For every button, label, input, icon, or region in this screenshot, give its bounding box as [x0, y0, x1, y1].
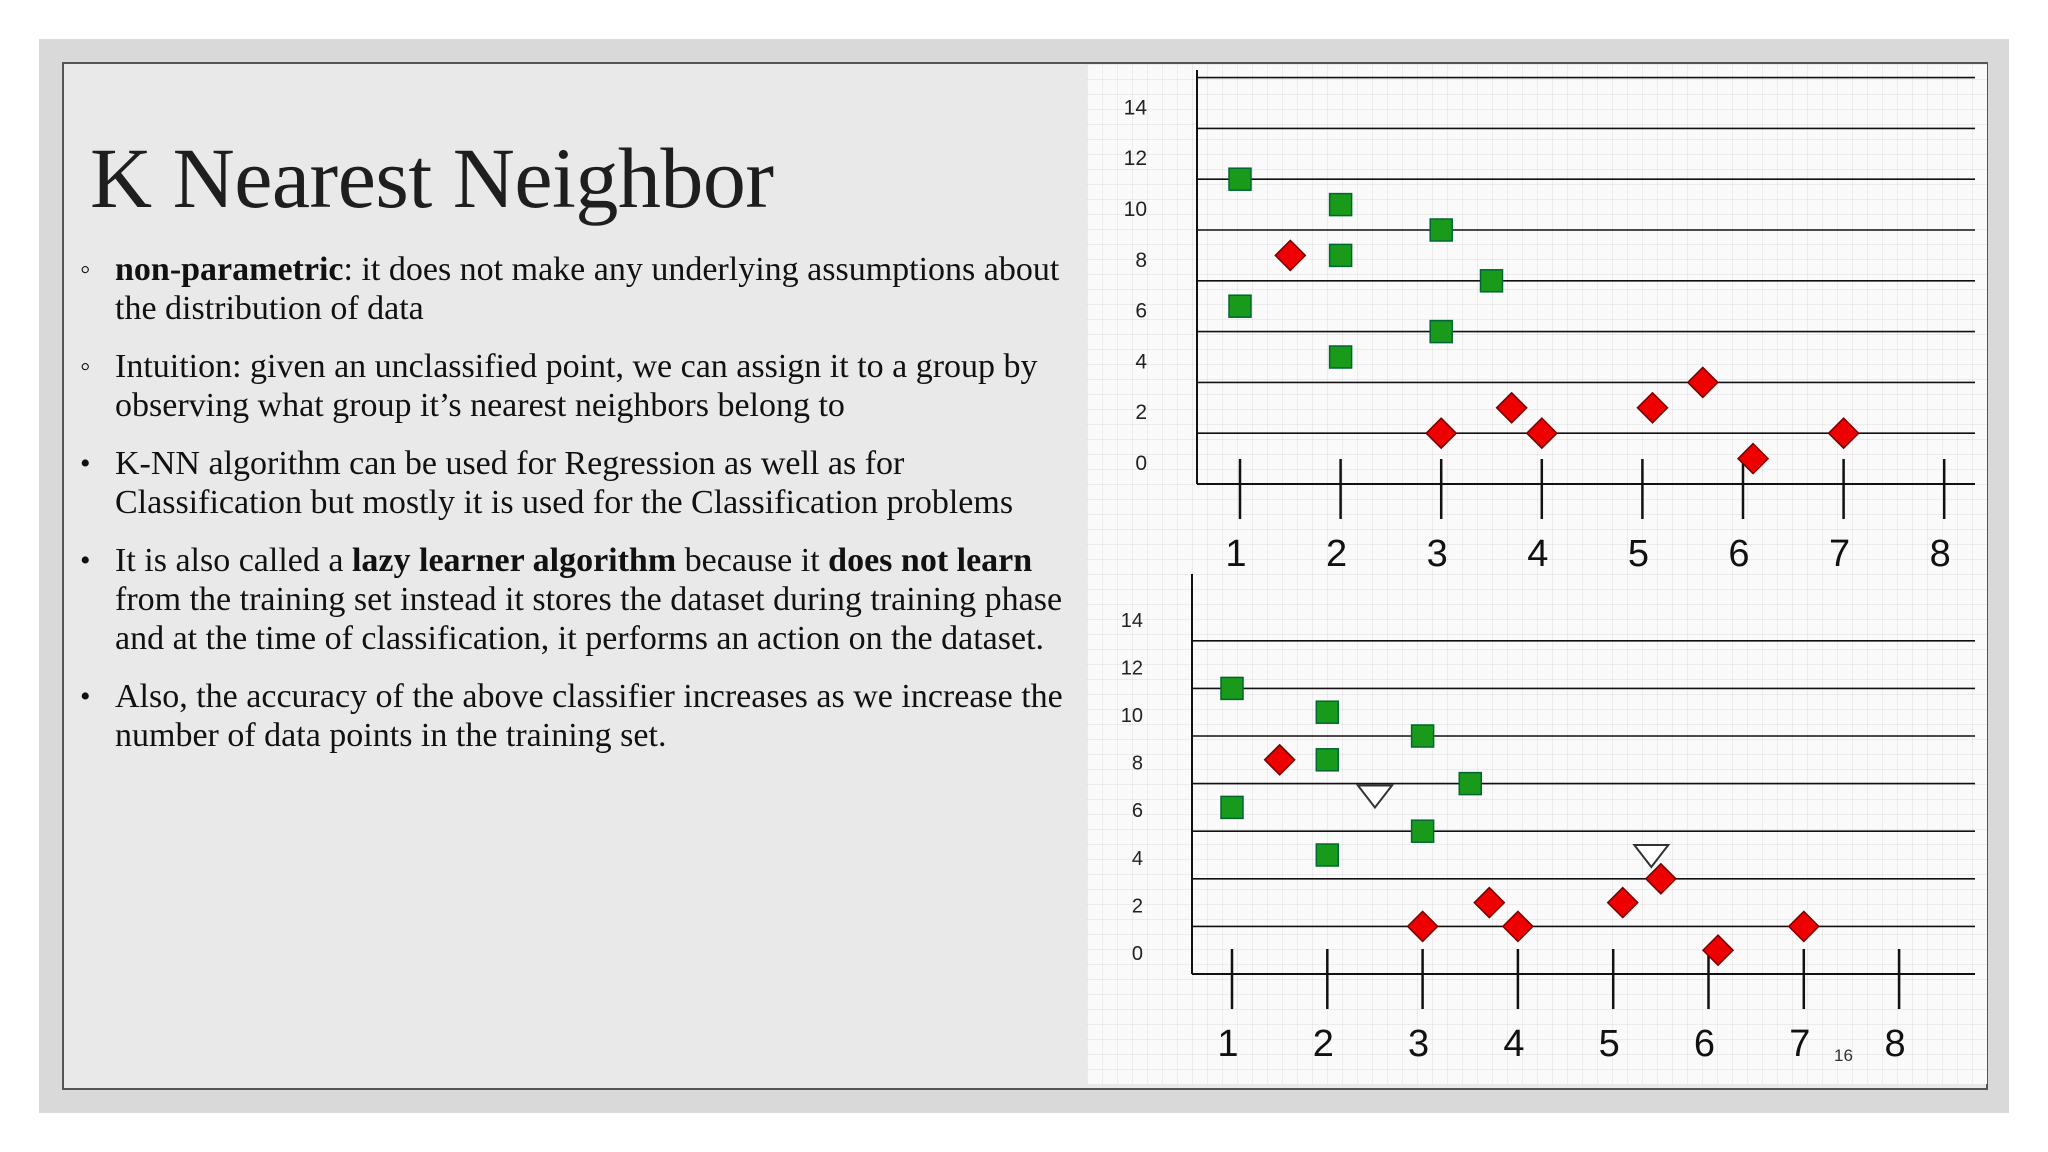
square-point [1430, 321, 1452, 343]
bullet-marker: • [80, 544, 91, 577]
y-tick-label: 10 [1123, 198, 1147, 221]
y-tick-label: 8 [1131, 752, 1143, 775]
y-tick-label: 4 [1135, 350, 1147, 374]
y-tick-label: 12 [1123, 147, 1147, 171]
bullet-list [80, 250, 1080, 774]
square-point [1412, 725, 1434, 747]
square-point [1229, 295, 1251, 317]
square-point [1330, 194, 1352, 216]
x-tick-label: 2 [1312, 1023, 1334, 1065]
x-tick-label: 6 [1728, 533, 1750, 575]
square-point [1221, 677, 1243, 699]
diamond-point [1426, 418, 1456, 448]
square-point [1430, 219, 1452, 241]
square-point [1316, 844, 1338, 866]
diamond-point [1789, 911, 1819, 941]
diamond-point [1829, 418, 1859, 448]
y-tick-label: 0 [1131, 943, 1143, 965]
bullet-text: It is also called a [115, 542, 352, 579]
square-point [1229, 168, 1251, 190]
x-tick-label: 6 [1693, 1023, 1716, 1065]
bullet-text: K-NN algorithm can be used for Regression as well as for Classification but mostly it is used for the Classification problems [115, 445, 1014, 521]
x-tick-label: 7 [1789, 1023, 1811, 1065]
y-tick-label: 2 [1131, 895, 1143, 918]
knn-scatter-charts [1087, 64, 1987, 1084]
x-tick-label: 3 [1408, 1023, 1430, 1065]
y-tick-label: 12 [1120, 657, 1143, 680]
bullet-marker: • [80, 447, 91, 480]
bullet-bold-text: lazy learner algorithm [351, 542, 677, 579]
bullet-item [80, 444, 1080, 522]
query-point [1634, 845, 1668, 867]
bullet-bold-text: non-parametric [115, 251, 344, 288]
x-tick-label: 1 [1217, 1023, 1239, 1065]
x-tick-label: 5 [1627, 533, 1649, 575]
square-point [1412, 820, 1434, 842]
x-tick-label: 2 [1326, 533, 1348, 575]
query-point [1358, 786, 1392, 808]
bullet-text: : it does not make any underlying assumptions about the distribution of data [115, 251, 1060, 327]
bullet-bold-text: does not learn [828, 542, 1033, 579]
diamond-point [1527, 418, 1557, 448]
diamond-point [1275, 240, 1305, 270]
square-point [1330, 346, 1352, 368]
bullet-item [80, 677, 1080, 755]
bullet-text: Also, the accuracy of the above classifier increases as we increase the number of data points in the training set. [115, 678, 1063, 754]
square-point [1330, 244, 1352, 266]
y-tick-label: 4 [1131, 847, 1143, 870]
diamond-point [1474, 888, 1504, 918]
x-tick-label: 1 [1225, 533, 1247, 575]
bullet-marker: ◦ [80, 253, 91, 286]
y-tick-label: 8 [1135, 248, 1147, 272]
diamond-point [1688, 367, 1718, 397]
x-tick-label: 3 [1426, 533, 1448, 575]
square-point [1221, 796, 1243, 818]
diamond-point [1637, 393, 1667, 423]
diamond-point [1408, 911, 1438, 941]
x-tick-label: 8 [1884, 1023, 1906, 1065]
diamond-point [1503, 911, 1533, 941]
y-tick-label: 6 [1135, 299, 1147, 323]
bullet-item [80, 250, 1080, 328]
slide-title: K Nearest Neighbor [90, 130, 774, 226]
bullet-item [80, 347, 1080, 425]
slide-number: 16 [1834, 1046, 1853, 1065]
x-tick-label: 7 [1829, 533, 1851, 575]
bullet-marker: • [80, 680, 91, 713]
bullet-text: Intuition: given an unclassified point, we can assign it to a group by observing what group it’s nearest neighbors belong to [115, 348, 1038, 424]
bullet-marker: ◦ [80, 350, 91, 383]
diamond-point [1497, 393, 1527, 423]
y-tick-label: 6 [1131, 800, 1143, 823]
x-tick-label: 4 [1503, 1023, 1525, 1065]
square-point [1316, 749, 1338, 771]
y-tick-label: 14 [1123, 96, 1147, 120]
y-tick-label: 10 [1120, 705, 1143, 727]
bullet-text: because it [676, 542, 829, 579]
square-point [1316, 701, 1338, 723]
square-point [1481, 270, 1503, 292]
diamond-point [1608, 888, 1638, 918]
chart-panel [1087, 64, 1987, 1084]
y-tick-label: 14 [1120, 609, 1143, 632]
y-tick-label: 2 [1135, 401, 1147, 425]
x-tick-label: 8 [1929, 533, 1951, 575]
diamond-point [1265, 745, 1295, 775]
diamond-point [1646, 864, 1676, 894]
square-point [1459, 773, 1481, 795]
x-tick-label: 5 [1598, 1023, 1620, 1065]
bullet-text: from the training set instead it stores the dataset during training phase and at the time of classification, it performs an action on the dataset. [115, 581, 1063, 657]
bullet-item [80, 541, 1080, 658]
y-tick-label: 0 [1135, 452, 1147, 475]
x-tick-label: 4 [1527, 533, 1549, 575]
